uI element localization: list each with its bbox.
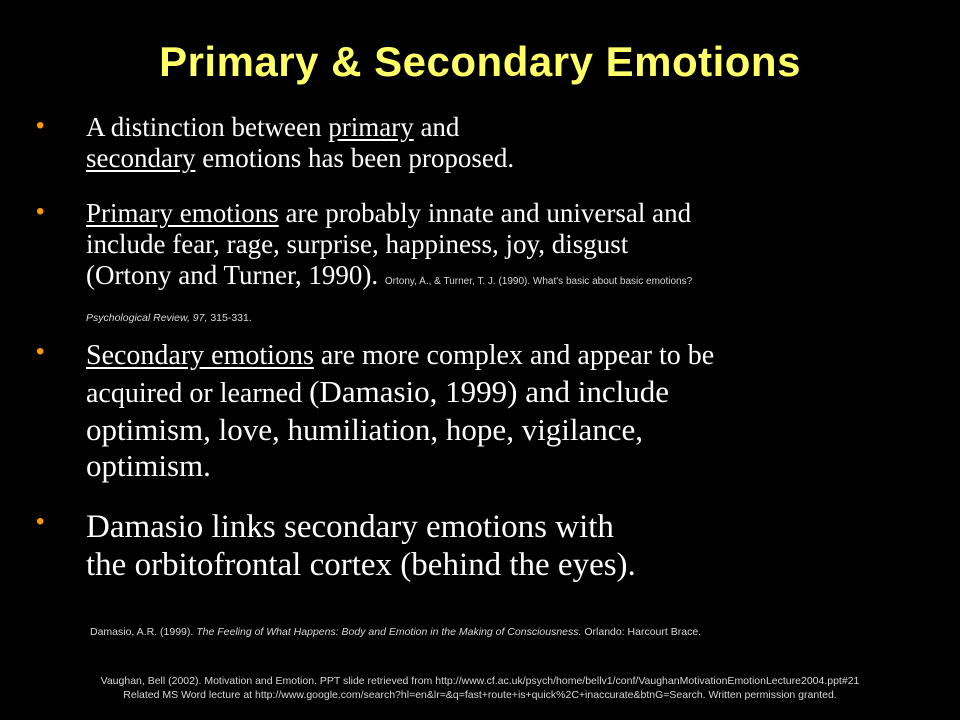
bullet-line xyxy=(86,112,926,143)
term-primary-emotions: Primary emotions xyxy=(86,198,279,228)
reference-author: Damasio, A.R. (1999). xyxy=(90,626,197,638)
text-run: are probably innate and universal and xyxy=(278,198,692,228)
bullet-line: include fear, rage, surprise, happiness, joy, disgust xyxy=(86,229,629,259)
slide-title: Primary & Secondary Emotions xyxy=(159,38,801,85)
journal-name: Psychological Review, 97, xyxy=(86,312,208,324)
bullet-line xyxy=(86,260,926,297)
text-run: acquired or learned xyxy=(86,378,310,409)
text-run: (Damasio, 1999) and include xyxy=(309,374,669,409)
text-run: emotions has been proposed. xyxy=(195,143,515,173)
bullet-line xyxy=(86,143,926,174)
reference-publisher: Orlando: Harcourt Brace. xyxy=(581,626,702,638)
term-secondary: secondary xyxy=(86,143,196,173)
footer-credit xyxy=(0,674,960,702)
footer-line: Vaughan, Bell (2002). Motivation and Emotion. PPT slide retrieved from http://www.cf.ac.uk/psych/home/bellv1/conf/VaughanMotivationEmotionLecture2004.ppt#21 xyxy=(100,675,860,687)
bullet-marker: • xyxy=(36,508,45,535)
reference-damasio xyxy=(90,626,701,638)
citation-ortony: Ortony, A., & Turner, T. J. (1990). What's basic about basic emotions? xyxy=(384,276,693,287)
citation-ortony-journal xyxy=(86,312,252,324)
bullet-marker: • xyxy=(36,198,45,225)
text-run: are more complex and appear to be xyxy=(313,340,715,371)
text-run: A distinction between xyxy=(86,112,329,142)
bullet-line xyxy=(86,198,926,229)
bullet-line: optimism. xyxy=(86,448,211,483)
bullet-marker: • xyxy=(36,338,45,365)
bullet-line: optimism, love, humiliation, hope, vigilance, xyxy=(86,412,644,447)
bullet-line xyxy=(86,338,926,374)
bullet-line: Damasio links secondary emotions with xyxy=(86,509,614,545)
footer-line: Related MS Word lecture at http://www.google.com/search?hl=en&lr=&q=fast+route+is+quick%2C+inaccurate&btnG=Search. Written permission granted. xyxy=(123,689,837,701)
reference-book: The Feeling of What Happens: Body and Emotion in the Making of Consciousness. xyxy=(196,626,582,638)
bullet-line: the orbitofrontal cortex (behind the eyes). xyxy=(86,547,636,583)
term-secondary-emotions: Secondary emotions xyxy=(86,340,314,371)
bullet-marker: • xyxy=(36,112,45,139)
journal-pages: 315-331. xyxy=(207,312,252,324)
bullet-line xyxy=(86,374,926,412)
text-run: and xyxy=(413,112,460,142)
term-primary: primary xyxy=(328,112,414,142)
text-run: (Ortony and Turner, 1990). xyxy=(86,260,379,290)
